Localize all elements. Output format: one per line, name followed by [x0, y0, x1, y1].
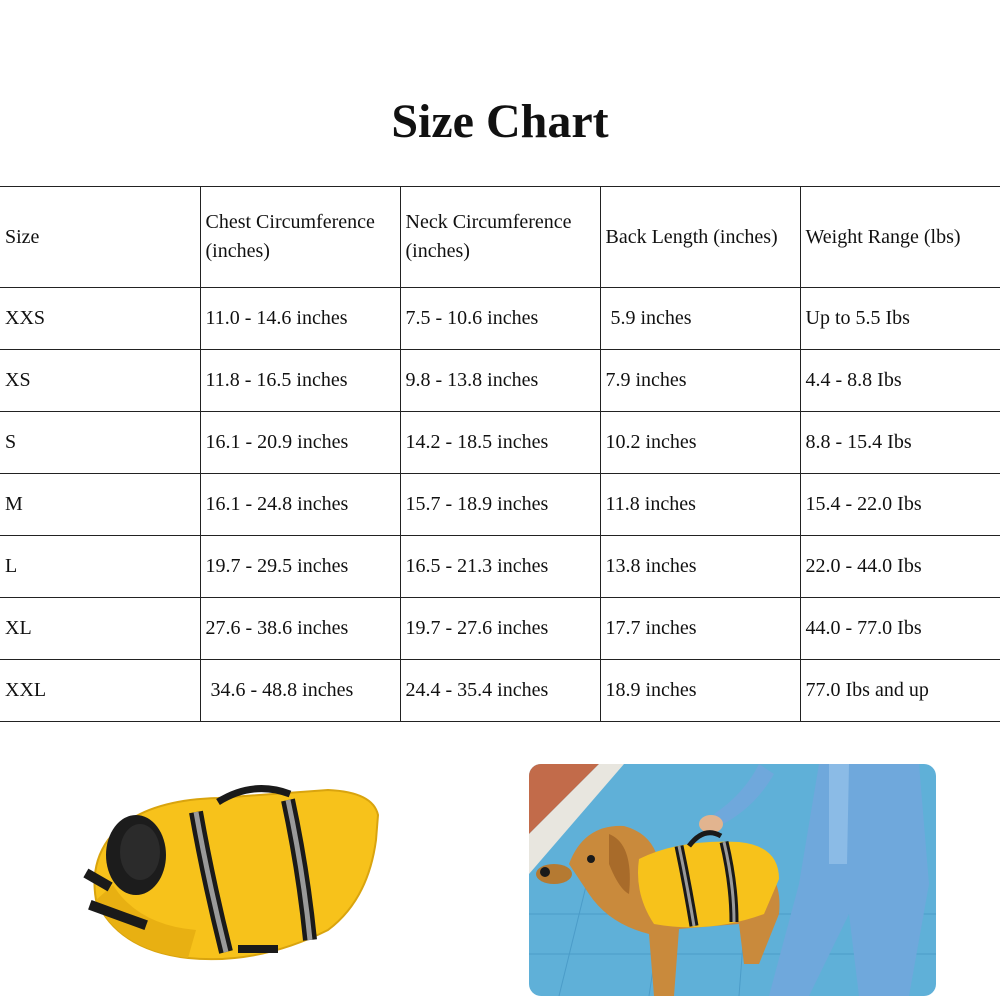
header-size: Size — [0, 187, 200, 288]
cell-back: 7.9 inches — [600, 350, 800, 412]
table-row — [0, 536, 1000, 598]
cell-chest: 34.6 - 48.8 inches — [200, 660, 400, 722]
cell-back: 18.9 inches — [600, 660, 800, 722]
cell-back: 17.7 inches — [600, 598, 800, 660]
cell-weight: 22.0 - 44.0 Ibs — [800, 536, 1000, 598]
cell-neck: 7.5 - 10.6 inches — [400, 288, 600, 350]
cell-weight: 8.8 - 15.4 Ibs — [800, 412, 1000, 474]
header-chest: Chest Circumference (inches) — [200, 187, 400, 288]
life-vest-image — [78, 780, 383, 970]
cell-weight: 77.0 Ibs and up — [800, 660, 1000, 722]
cell-weight: 15.4 - 22.0 Ibs — [800, 474, 1000, 536]
cell-chest: 16.1 - 24.8 inches — [200, 474, 400, 536]
cell-neck: 9.8 - 13.8 inches — [400, 350, 600, 412]
header-neck: Neck Circumference (inches) — [400, 187, 600, 288]
cell-chest: 19.7 - 29.5 inches — [200, 536, 400, 598]
cell-back: 5.9 inches — [600, 288, 800, 350]
cell-chest: 27.6 - 38.6 inches — [200, 598, 400, 660]
header-back: Back Length (inches) — [600, 187, 800, 288]
page-title: Size Chart — [391, 95, 609, 148]
cell-neck: 19.7 - 27.6 inches — [400, 598, 600, 660]
cell-chest: 16.1 - 20.9 inches — [200, 412, 400, 474]
cell-size: XL — [0, 598, 200, 660]
table-row — [0, 350, 1000, 412]
table-row — [0, 660, 1000, 722]
table-row — [0, 288, 1000, 350]
cell-size: L — [0, 536, 200, 598]
cell-chest: 11.8 - 16.5 inches — [200, 350, 400, 412]
cell-neck: 16.5 - 21.3 inches — [400, 536, 600, 598]
vest-shape — [83, 789, 378, 960]
dog-in-pool-image — [529, 764, 936, 996]
table-row — [0, 598, 1000, 660]
size-chart-table — [0, 186, 1000, 722]
table-header-row — [0, 187, 1000, 288]
cell-weight: 4.4 - 8.8 Ibs — [800, 350, 1000, 412]
cell-back: 13.8 inches — [600, 536, 800, 598]
table-row — [0, 412, 1000, 474]
cell-neck: 15.7 - 18.9 inches — [400, 474, 600, 536]
cell-size: XXL — [0, 660, 200, 722]
cell-back: 11.8 inches — [600, 474, 800, 536]
cell-chest: 11.0 - 14.6 inches — [200, 288, 400, 350]
cell-size: XXS — [0, 288, 200, 350]
cell-size: M — [0, 474, 200, 536]
cell-neck: 24.4 - 35.4 inches — [400, 660, 600, 722]
cell-neck: 14.2 - 18.5 inches — [400, 412, 600, 474]
cell-weight: 44.0 - 77.0 Ibs — [800, 598, 1000, 660]
header-weight: Weight Range (lbs) — [800, 187, 1000, 288]
cell-weight: Up to 5.5 Ibs — [800, 288, 1000, 350]
table-row — [0, 474, 1000, 536]
cell-back: 10.2 inches — [600, 412, 800, 474]
cell-size: XS — [0, 350, 200, 412]
cell-size: S — [0, 412, 200, 474]
